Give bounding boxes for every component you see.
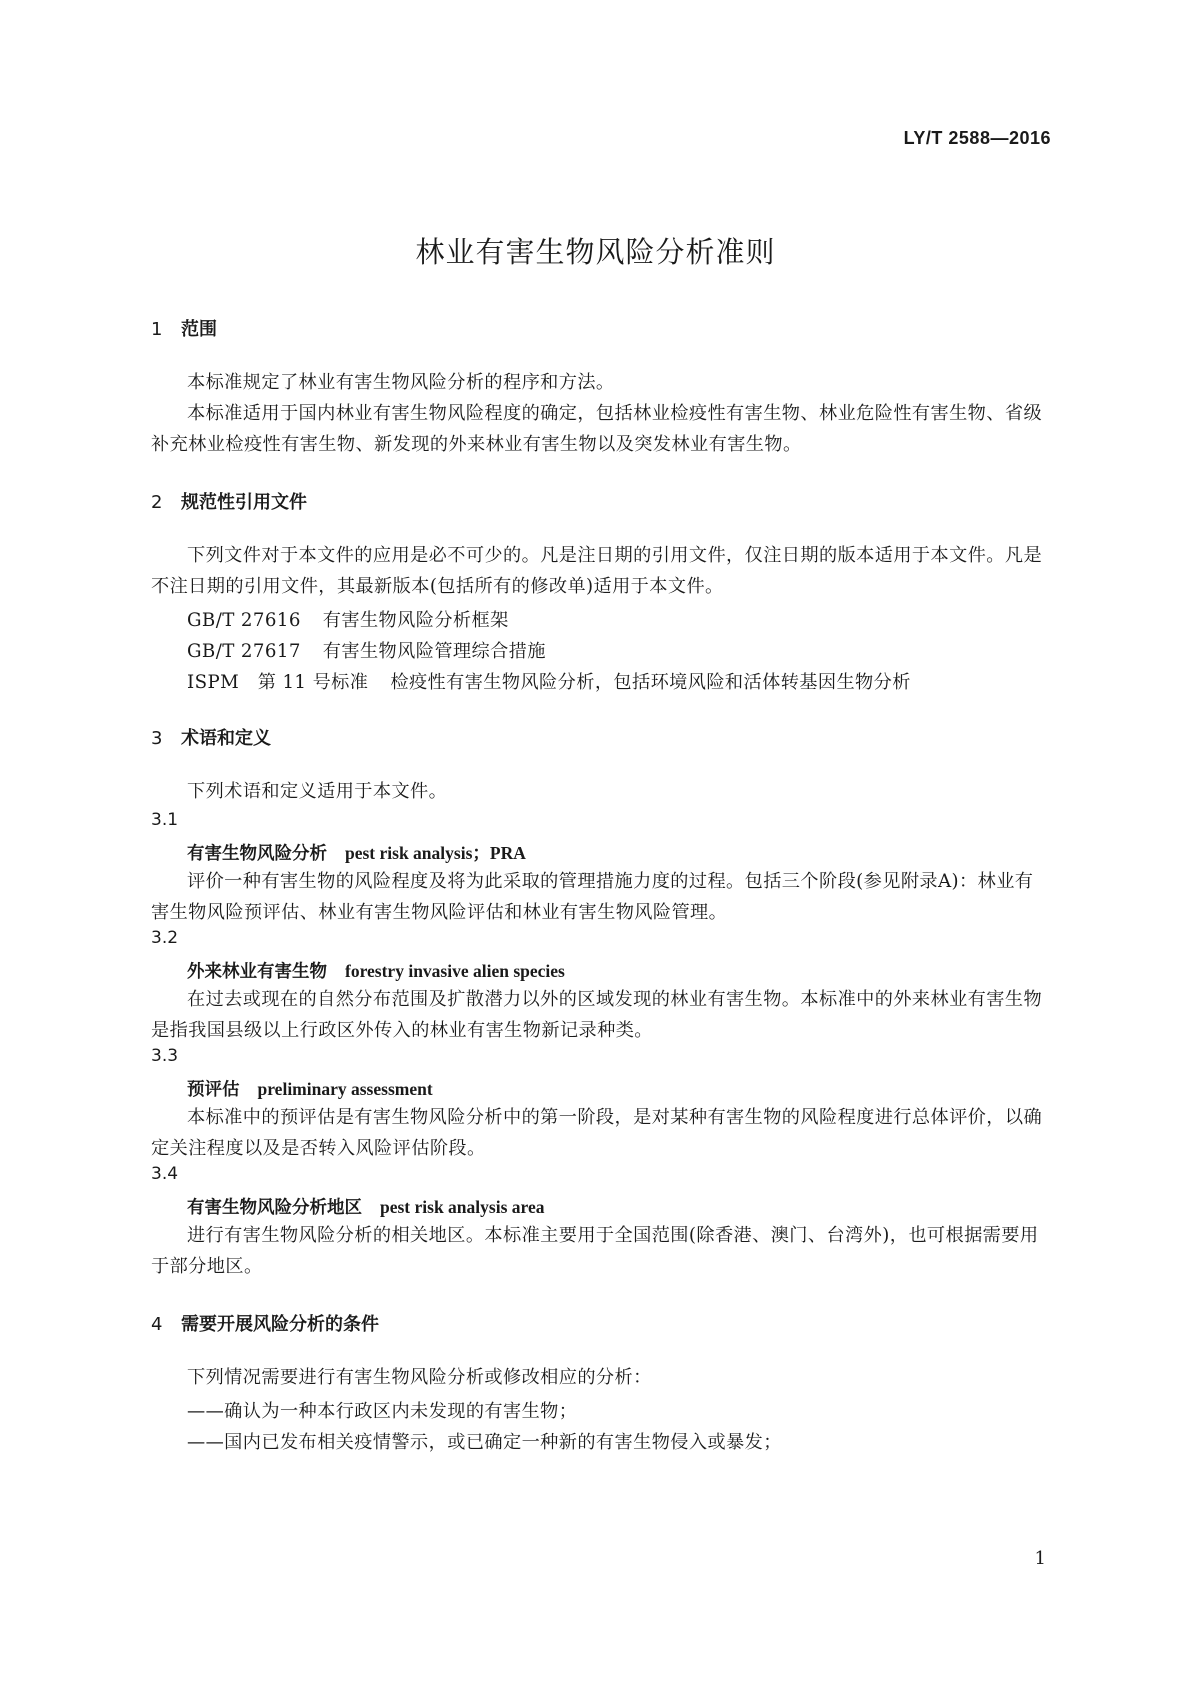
section-number: 2 bbox=[151, 492, 163, 513]
reference-code: GB/T 27616 bbox=[187, 610, 301, 631]
term-en: pest risk analysis area bbox=[380, 1197, 545, 1217]
section-4-heading bbox=[151, 1310, 379, 1336]
clause-number: 3.4 bbox=[151, 1164, 179, 1184]
section-3-heading bbox=[151, 724, 271, 750]
reference-name: 有害生物风险管理综合措施 bbox=[322, 641, 546, 662]
section-number: 1 bbox=[151, 319, 163, 340]
section-title: 范围 bbox=[181, 319, 217, 340]
term-cn: 有害生物风险分析地区 bbox=[187, 1198, 362, 1218]
clause-number: 3.1 bbox=[151, 810, 179, 830]
reference-item bbox=[187, 668, 911, 694]
section-number: 3 bbox=[151, 728, 163, 749]
term-heading bbox=[187, 1194, 544, 1219]
term-definition: 评价一种有害生物的风险程度及将为此采取的管理措施力度的过程。包括三个阶段(参见附录A)：林业有害生物风险预评估、林业有害生物风险评估和林业有害生物风险管理。 bbox=[151, 871, 1034, 923]
reference-name: 检疫性有害生物风险分析，包括环境风险和活体转基因生物分析 bbox=[390, 672, 911, 693]
term-cn: 有害生物风险分析 bbox=[187, 844, 327, 864]
reference-item bbox=[187, 606, 509, 632]
section-title: 术语和定义 bbox=[181, 728, 271, 749]
paragraph: 本标准规定了林业有害生物风险分析的程序和方法。 bbox=[187, 372, 615, 393]
section-2-heading bbox=[151, 488, 307, 514]
page-number: 1 bbox=[1034, 1548, 1046, 1569]
reference-code: ISPM 第 11 号标准 bbox=[187, 672, 369, 693]
term-definition: 本标准中的预评估是有害生物风险分析中的第一阶段，是对某种有害生物的风险程度进行总体评价，以确定关注程度以及是否转入风险评估阶段。 bbox=[151, 1107, 1043, 1159]
paragraph: 下列情况需要进行有害生物风险分析或修改相应的分析： bbox=[187, 1367, 652, 1388]
term-definition: 进行有害生物风险分析的相关地区。本标准主要用于全国范围(除香港、澳门、台湾外)，也可根据需要用于部分地区。 bbox=[151, 1225, 1039, 1277]
term-heading bbox=[187, 1076, 433, 1101]
clause-number: 3.2 bbox=[151, 928, 179, 948]
clause-number: 3.3 bbox=[151, 1046, 179, 1066]
section-1-heading bbox=[151, 315, 217, 341]
term-definition: 在过去或现在的自然分布范围及扩散潜力以外的区域发现的林业有害生物。本标准中的外来林业有害生物是指我国县级以上行政区外传入的林业有害生物新记录种类。 bbox=[151, 989, 1043, 1041]
term-en: pest risk analysis；PRA bbox=[345, 843, 526, 863]
paragraph: 下列术语和定义适用于本文件。 bbox=[187, 781, 448, 802]
standard-code: LY/T 2588—2016 bbox=[903, 128, 1051, 148]
term-heading bbox=[187, 840, 526, 865]
paragraph: 下列文件对于本文件的应用是必不可少的。凡是注日期的引用文件，仅注日期的版本适用于本文件。凡是不注日期的引用文件，其最新版本(包括所有的修改单)适用于本文件。 bbox=[151, 545, 1043, 597]
reference-code: GB/T 27617 bbox=[187, 641, 301, 662]
term-cn: 外来林业有害生物 bbox=[187, 962, 327, 982]
term-en: forestry invasive alien species bbox=[345, 961, 565, 981]
term-cn: 预评估 bbox=[187, 1080, 240, 1100]
list-item: ——国内已发布相关疫情警示，或已确定一种新的有害生物侵入或暴发； bbox=[187, 1432, 782, 1453]
section-number: 4 bbox=[151, 1314, 163, 1335]
term-heading bbox=[187, 958, 565, 983]
reference-item bbox=[187, 637, 546, 663]
reference-name: 有害生物风险分析框架 bbox=[322, 610, 509, 631]
section-title: 规范性引用文件 bbox=[181, 492, 307, 513]
paragraph: 本标准适用于国内林业有害生物风险程度的确定，包括林业检疫性有害生物、林业危险性有害生物、省级补充林业检疫性有害生物、新发现的外来林业有害生物以及突发林业有害生物。 bbox=[151, 403, 1043, 455]
list-item: ——确认为一种本行政区内未发现的有害生物； bbox=[187, 1401, 578, 1422]
term-en: preliminary assessment bbox=[257, 1079, 433, 1099]
section-title: 需要开展风险分析的条件 bbox=[181, 1314, 379, 1335]
document-title: 林业有害生物风险分析准则 bbox=[415, 235, 776, 269]
